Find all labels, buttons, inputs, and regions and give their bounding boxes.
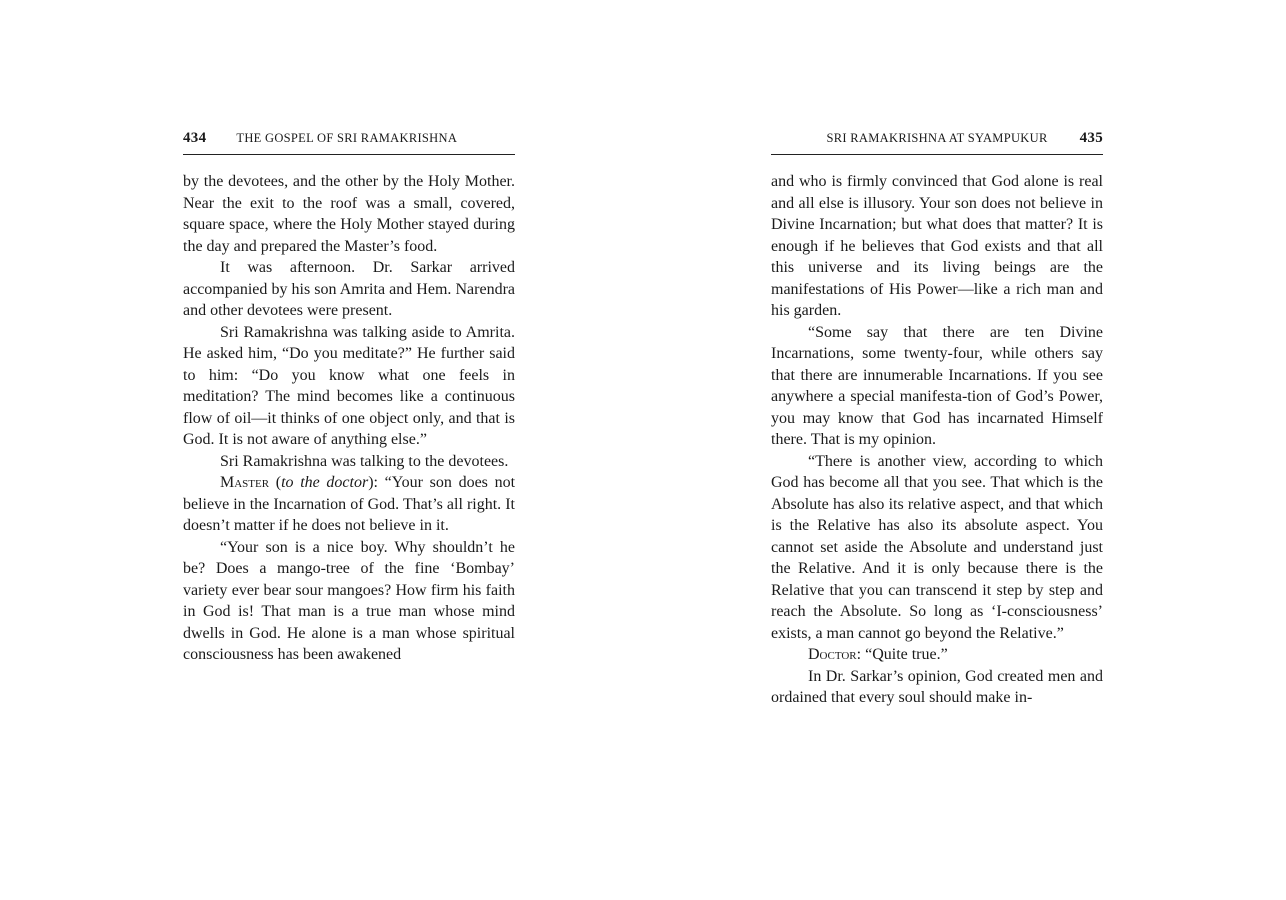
paragraph: “There is another view, according to which God has become all that you see. That which is the Absolute has also its relative aspect, and that which is the Relative has also its absolute aspect. You cannot set aside the Absolute and understand just the Relative. And it is only because there is the Relative that you can transcend it step by step and reach the Absolute. So long as ‘I-consciousness’ exists, a man cannot go beyond the Relative.” [771,452,1103,642]
paragraph: by the devotees, and the other by the Holy Mother. Near the exit to the roof was a small, covered, square space, where the Holy Mother stayed during the day and prepared the Master’s food. [183,173,515,255]
right-running-title: SRI RAMAKRISHNA AT SYAMPUKUR [826,131,1048,145]
dialogue-paragraph-master: Master (to the doctor): “Your son does not believe in the Incarnation of God. That’s all right. It doesn’t matter if he does not believe in it. [183,474,516,534]
speaker-master: Master [220,474,270,491]
left-running-head [183,130,515,155]
paragraph: and who is firmly convinced that God alone is real and all else is illusory. Your son does not believe in Divine Incarnation; but what does that matter? It is enough if he believes that God exists and that all this universe and its living beings are the manifestations of His Power—like a rich man and his garden. [771,173,1103,319]
left-page-number: 434 [183,130,207,146]
master-speech: ): “Your son does not believe in the Incarnation of God. That’s all right. It doesn’t matter if he does not believe in it. [183,474,516,534]
left-page [183,130,515,666]
left-running-title: THE GOSPEL OF SRI RAMAKRISHNA [236,131,458,145]
dialogue-paragraph-doctor [771,644,1103,666]
paragraph: “Your son is a nice boy. Why shouldn’t he be? Does a mango-tree of the fine ‘Bombay’ variety ever bear sour mangoes? How firm his faith in God is! That man is a true man whose mind dwells in God. He alone is a man whose spiritual consciousness has been awakened [183,538,515,663]
paragraph: “Some say that there are ten Divine Incarnations, some twenty-four, while others say that there are innumerable Incarnations. If you see anywhere a special manifesta-tion of God’s Power, you may know that God has incarnated Himself there. That is my opinion. [771,323,1103,448]
right-page-number: 435 [1079,130,1103,146]
stage-direction: to the doctor [281,474,369,491]
paragraph: It was afternoon. Dr. Sarkar arrived accompanied by his son Amrita and Hem. Narendra and other devotees were present. [183,259,515,319]
right-body-text [771,171,1103,709]
right-running-head [771,130,1103,155]
doctor-speech: : “Quite true.” [856,646,948,663]
right-page [771,130,1103,709]
paragraph: Sri Ramakrishna was talking aside to Amrita. He asked him, “Do you meditate?” He further said to him: “Do you know what one feels in meditation? The mind becomes like a continuous flow of oil—it thinks of one object only, and that is God. It is not aware of anything else.” [183,323,515,448]
paragraph: In Dr. Sarkar’s opinion, God created men and ordained that every soul should make in- [771,667,1103,706]
speaker-doctor: Doctor [808,646,857,663]
paragraph: Sri Ramakrishna was talking to the devotees. [220,452,509,470]
left-body-text [183,171,515,666]
